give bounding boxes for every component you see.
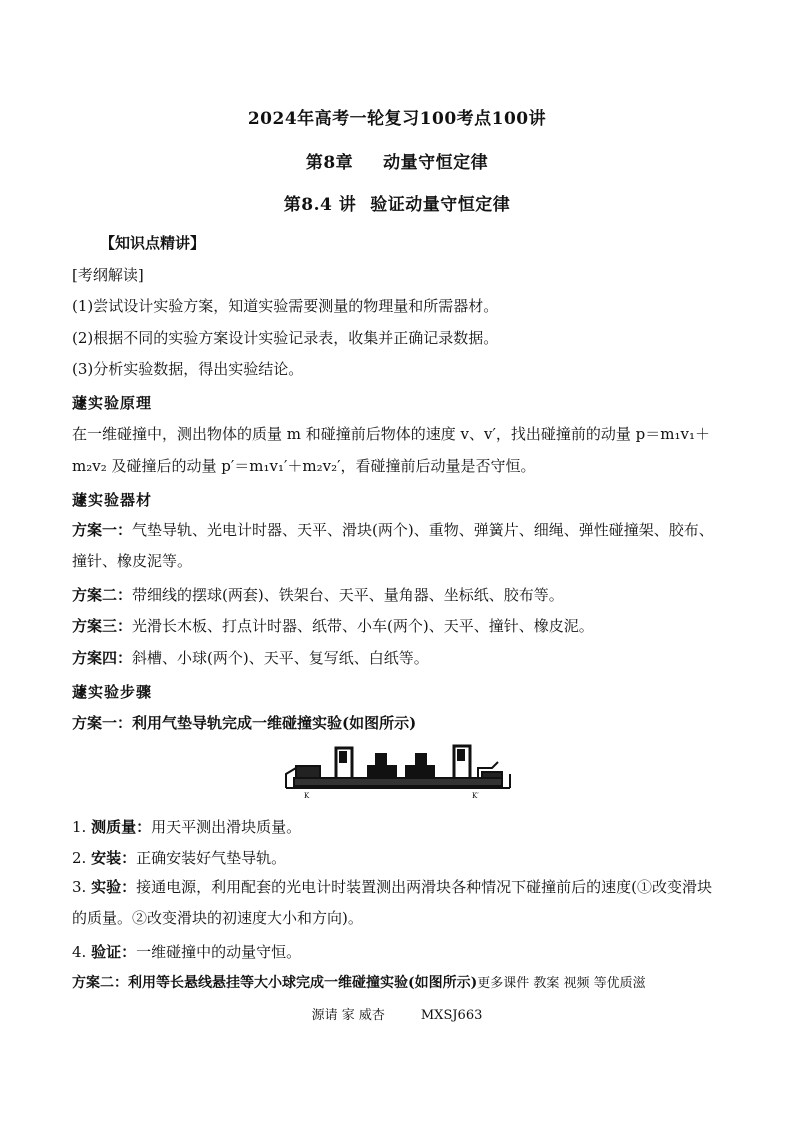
principle-text-line2: m₂v₂ 及碰撞后的动量 p′＝m₁v₁′＋m₂v₂′，看碰撞前后动量是否守恒。 bbox=[72, 457, 536, 475]
steps-plan1-label: 方案一： bbox=[72, 714, 133, 732]
steps-plan2-label: 方案二： bbox=[72, 975, 128, 991]
steps-plan1-text: 利用气垫导轨完成一维碰撞实验(如图所示) bbox=[132, 714, 417, 732]
document-title: 2024年高考一轮复习100考点100讲 bbox=[247, 109, 547, 129]
promo-text: 更多课件 教案 视频 等优质滋 bbox=[477, 976, 646, 991]
right-photogate-sensor bbox=[458, 750, 464, 760]
steps-heading: 蘧实验步骤 bbox=[72, 683, 153, 701]
lecture-number: 第8.4 讲 bbox=[283, 195, 357, 215]
slider-one-flag bbox=[376, 754, 386, 766]
lecture-heading bbox=[0, 190, 794, 215]
equipment-plan4 bbox=[72, 647, 724, 669]
syllabus-heading: [考纲解读] bbox=[72, 266, 144, 284]
equipment-plan4-text: 斜槽、小球(两个)、天平、复写纸、白纸等。 bbox=[132, 649, 429, 667]
steps-plan2-text: 利用等长悬线悬挂等大小球完成一维碰撞实验(如图所示) bbox=[128, 975, 478, 991]
equipment-plan4-label: 方案四： bbox=[72, 649, 133, 667]
principle-text-line1: 在一维碰撞中，测出物体的质量 m 和碰撞前后物体的速度 v、v′，找出碰撞前的动量 p＝m₁v₁＋ bbox=[72, 425, 710, 443]
left-photogate-sensor bbox=[340, 752, 346, 762]
slider-two bbox=[406, 766, 434, 778]
equipment-plan2-label: 方案二： bbox=[72, 586, 133, 604]
air-track-diagram bbox=[282, 738, 514, 800]
equipment-plan1 bbox=[72, 515, 724, 577]
footer bbox=[0, 1004, 794, 1023]
knowledge-section-heading: 【知识点精讲】 bbox=[100, 234, 206, 252]
right-block bbox=[482, 772, 502, 778]
equipment-plan3-text: 光滑长木板、打点计时器、纸带、小车(两个)、天平、撞针、橡皮泥。 bbox=[132, 617, 594, 635]
equipment-plan1-label: 方案一： bbox=[72, 521, 133, 539]
track-rail bbox=[294, 778, 502, 786]
syllabus-item: (3)分析实验数据，得出实验结论。 bbox=[72, 360, 304, 378]
equipment-plan3-label: 方案三： bbox=[72, 617, 133, 635]
step-item: 2. 安装：正确安装好气垫导轨。 bbox=[72, 849, 287, 867]
footer-code: MXSJ663 bbox=[420, 1008, 483, 1023]
chapter-number: 第8章 bbox=[305, 153, 354, 173]
footer-text: 源请 家 威杏 bbox=[311, 1008, 385, 1023]
principle-heading: 蘧实验原理 bbox=[72, 394, 153, 412]
step-item: 1. 测质量：用天平测出滑块质量。 bbox=[72, 818, 302, 836]
step-item: 4. 验证：一维碰撞中的动量守恒。 bbox=[72, 943, 302, 961]
equipment-heading: 蘧实验器材 bbox=[72, 491, 153, 509]
equipment-plan2 bbox=[72, 584, 724, 606]
equipment-plan2-text: 带细线的摆球(两套)、铁架台、天平、量角器、坐标纸、胶布等。 bbox=[132, 586, 564, 604]
step-item: 3. 实验：接通电源，利用配套的光电计时装置测出两滑块各种情况下碰撞前后的速度(①改变滑块的质量。②改变滑块的初速度大小和方向)。 bbox=[72, 878, 712, 927]
diagram-label-k: K bbox=[304, 792, 310, 800]
syllabus-item: (1)尝试设计实验方案，知道实验需要测量的物理量和所需器材。 bbox=[72, 297, 499, 315]
diagram-label-k-prime: K′ bbox=[472, 792, 479, 800]
equipment-plan1-text: 气垫导轨、光电计时器、天平、滑块(两个)、重物、弹簧片、细绳、弹性碰撞架、胶布、撞针、橡皮泥等。 bbox=[72, 521, 714, 570]
left-bumper bbox=[296, 766, 320, 778]
lecture-title: 验证动量守恒定律 bbox=[370, 195, 511, 215]
syllabus-item: (2)根据不同的实验方案设计实验记录表，收集并正确记录数据。 bbox=[72, 329, 499, 347]
slider-one bbox=[368, 766, 396, 778]
steps-plan2 bbox=[72, 972, 724, 995]
chapter-heading bbox=[0, 148, 794, 173]
chapter-title: 动量守恒定律 bbox=[383, 153, 489, 173]
slider-two-flag bbox=[416, 754, 426, 766]
steps-plan1 bbox=[72, 712, 724, 734]
equipment-plan3 bbox=[72, 615, 724, 637]
